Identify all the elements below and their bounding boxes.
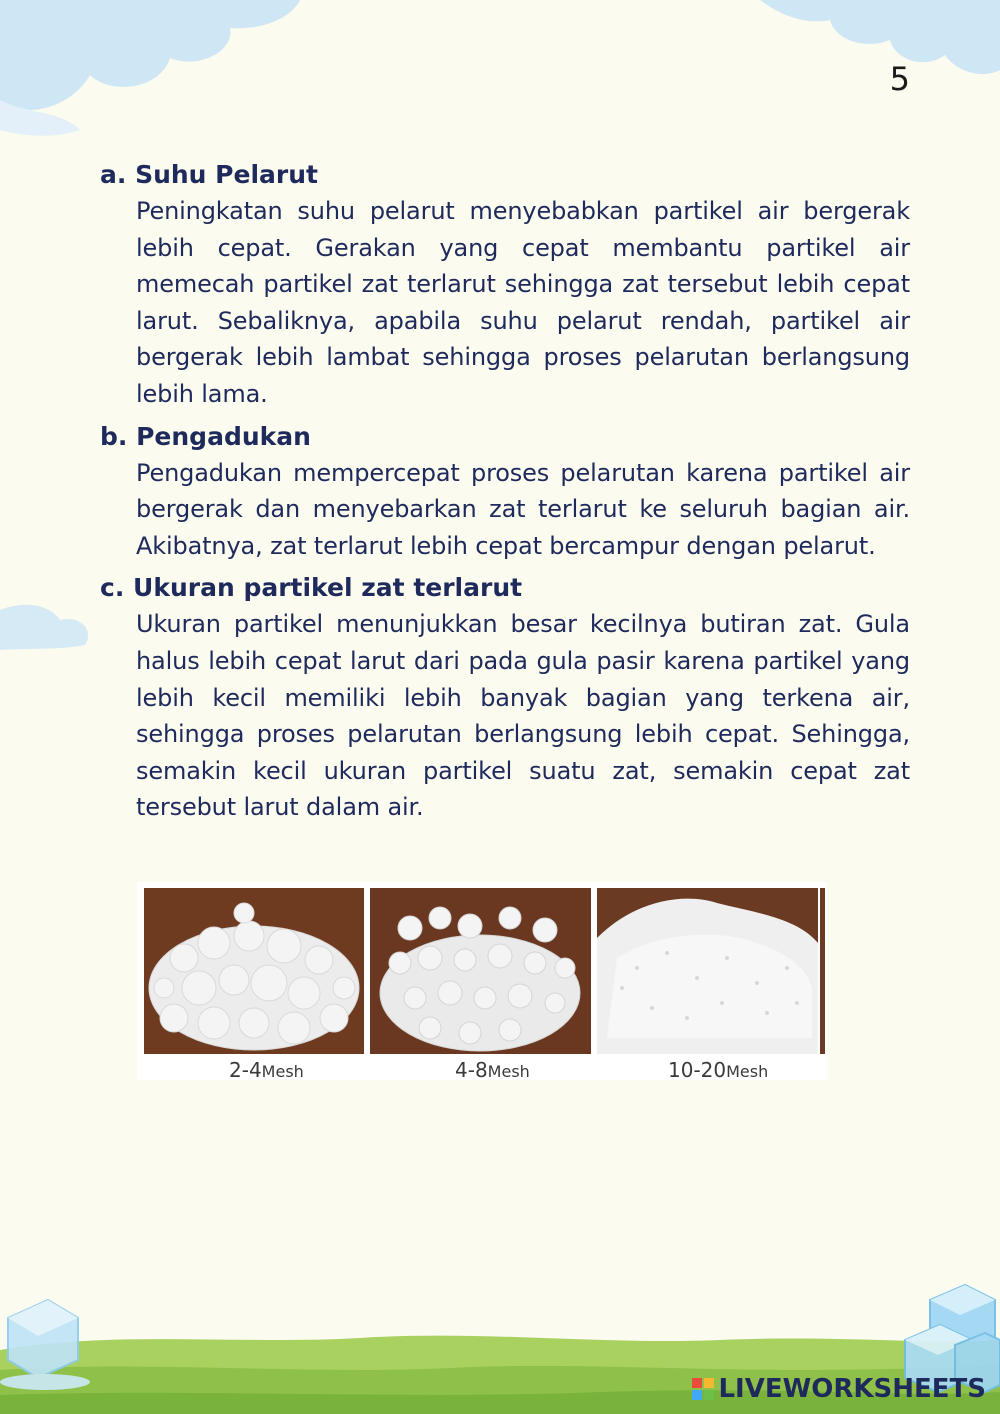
sugar-medium-image [370, 888, 591, 1054]
caption-size: 4-8 [455, 1058, 488, 1082]
watermark-text: LIVEWORKSHEETS [718, 1374, 986, 1404]
section-body-pengadukan: Pengadukan mempercepat proses pelarutan karena partikel air bergerak dan menyebarkan zat terlarut ke seluruh bagian air. Akibatnya, zat terlarut lebih cepat bercampur dengan pelarut. [136, 458, 910, 560]
sugar-fine-image [597, 888, 818, 1054]
caption-unit: Mesh [726, 1062, 769, 1081]
page-number: 5 [889, 60, 910, 98]
caption-size: 10-20 [668, 1058, 727, 1082]
main-content [100, 157, 910, 832]
caption-size: 2-4 [229, 1058, 262, 1082]
particle-size-figure [137, 882, 827, 1080]
liveworksheets-watermark[interactable] [692, 1374, 986, 1404]
caption-10-20-mesh [668, 1058, 768, 1082]
caption-4-8-mesh [455, 1058, 530, 1082]
section-title-pengadukan: b. Pengadukan [100, 421, 311, 451]
cloud-top-right [760, 0, 1000, 74]
cloud-top-left [0, 0, 300, 136]
sugar-coarse-image [144, 888, 364, 1054]
section-title-suhu-pelarut: a. Suhu Pelarut [100, 160, 318, 189]
section-body-suhu-pelarut: Peningkatan suhu pelarut menyebabkan partikel air bergerak lebih cepat. Gerakan yang cepat membantu partikel air memecah partikel zat terlarut sehingga zat tersebut lebih cepat larut. Sebaliknya, apabila suhu pelarut rendah, partikel air bergerak lebih lambat sehingga proses pelarutan berlangsung lebih lama. [136, 197, 910, 408]
image-edge-strip [820, 888, 825, 1054]
section-title-ukuran-partikel: c. Ukuran partikel zat terlarut [100, 573, 523, 603]
section-body-ukuran-partikel: Ukuran partikel menunjukkan besar kecilnya butiran zat. Gula halus lebih cepat larut dari pada gula pasir karena partikel yang lebih kecil memiliki lebih banyak bagian yang terkena air, sehingga proses pelarutan berlangsung lebih cepat. Sehingga, semakin kecil ukuran partikel suatu zat, semakin cepat zat tersebut larut dalam air. [136, 610, 910, 822]
cloud-left-middle [0, 605, 88, 650]
liveworksheets-logo-icon [692, 1378, 714, 1400]
caption-2-4-mesh [229, 1058, 304, 1082]
caption-unit: Mesh [261, 1062, 304, 1081]
caption-unit: Mesh [487, 1062, 530, 1081]
ice-cube-left [0, 1300, 90, 1390]
